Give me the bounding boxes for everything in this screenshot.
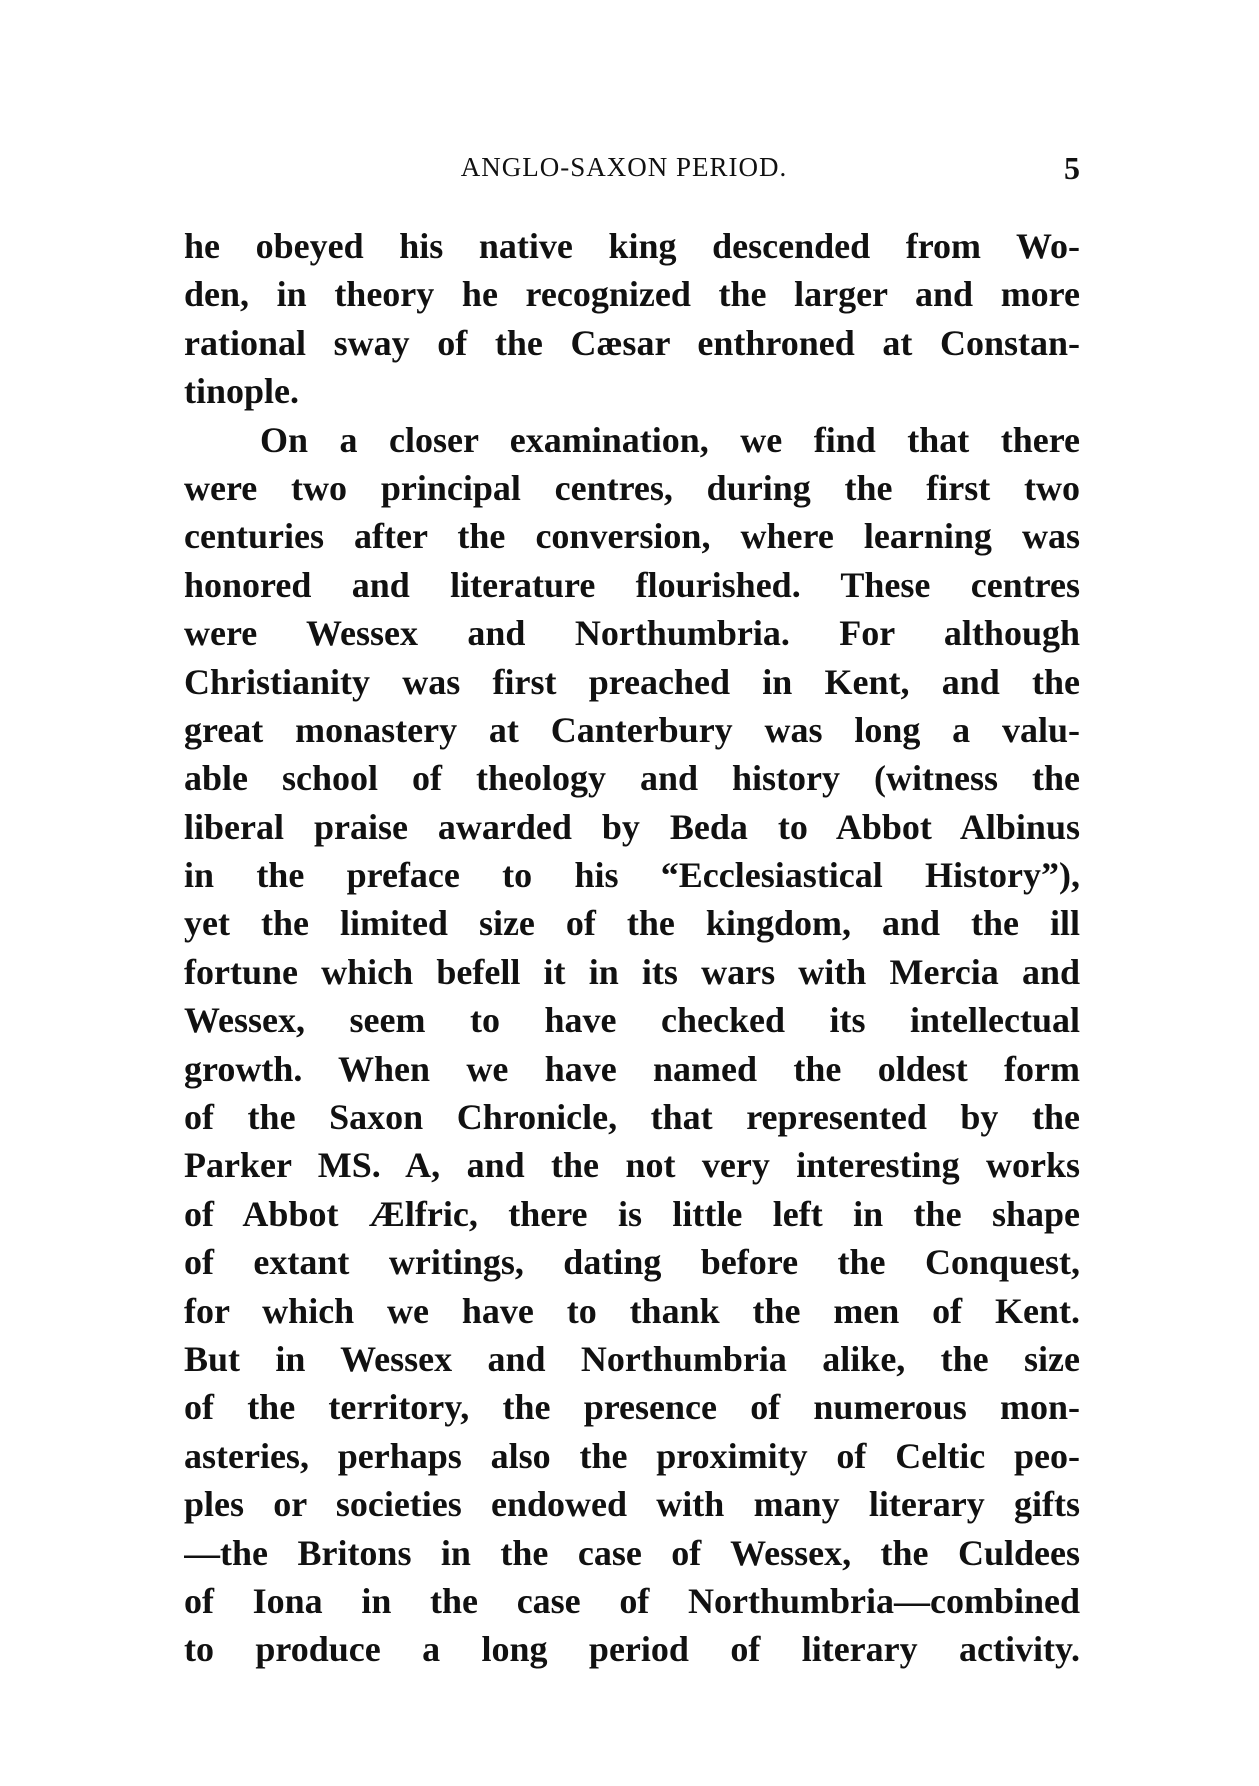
text-line: of the territory, the presence of numerous mon- bbox=[184, 1387, 1080, 1428]
text-line: of extant writings, dating before the Conquest, bbox=[184, 1242, 1080, 1283]
text-line: in the preface to his “Ecclesiastical History”), bbox=[184, 855, 1080, 896]
text-line: yet the limited size of the kingdom, and the ill bbox=[184, 903, 1080, 944]
text-line: honored and literature flourished. These centres bbox=[184, 564, 1080, 605]
text-line: But in Wessex and Northumbria alike, the size bbox=[184, 1338, 1080, 1379]
text-line: fortune which befell it in its wars with Mercia and bbox=[184, 951, 1080, 992]
text-line: of Iona in the case of Northumbria—combined bbox=[184, 1580, 1080, 1621]
text-line: Christianity was first preached in Kent, and the bbox=[184, 661, 1080, 702]
text-line: rational sway of the Cæsar enthroned at Constan- bbox=[184, 322, 1080, 363]
text-line: were Wessex and Northumbria. For although bbox=[184, 613, 1080, 654]
text-line: to produce a long period of literary activity. bbox=[184, 1629, 1080, 1670]
page-number: 5 bbox=[1064, 150, 1080, 186]
body-text bbox=[184, 222, 1080, 1674]
text-line: of the Saxon Chronicle, that represented by the bbox=[184, 1097, 1080, 1138]
text-line: asteries, perhaps also the proximity of Celtic peo- bbox=[184, 1435, 1080, 1476]
paragraph-start-line: On a closer examination, we find that there bbox=[260, 419, 1080, 460]
text-line: able school of theology and history (witness the bbox=[184, 758, 1080, 799]
text-line: were two principal centres, during the first two bbox=[184, 467, 1080, 508]
text-line: ples or societies endowed with many literary gifts bbox=[184, 1484, 1080, 1525]
text-line: Wessex, seem to have checked its intellectual bbox=[184, 1000, 1080, 1041]
text-line: —the Britons in the case of Wessex, the Culdees bbox=[184, 1532, 1080, 1573]
text-line: he obeyed his native king descended from Wo- bbox=[184, 226, 1080, 266]
text-line: Parker MS. A, and the not very interesting works bbox=[184, 1145, 1080, 1186]
text-line: for which we have to thank the men of Kent. bbox=[184, 1290, 1080, 1331]
text-line: growth. When we have named the oldest form bbox=[184, 1048, 1080, 1089]
text-line: tinople. bbox=[184, 371, 300, 412]
text-line: great monastery at Canterbury was long a valu- bbox=[184, 709, 1080, 750]
running-title: ANGLO-SAXON PERIOD. bbox=[460, 152, 788, 182]
text-line: liberal praise awarded by Beda to Abbot Albinus bbox=[184, 806, 1080, 847]
text-line: of Abbot Ælfric, there is little left in the shape bbox=[184, 1193, 1080, 1234]
text-line: centuries after the conversion, where learning was bbox=[184, 516, 1080, 557]
running-head bbox=[184, 152, 1080, 192]
text-line: den, in theory he recognized the larger and more bbox=[184, 274, 1080, 315]
